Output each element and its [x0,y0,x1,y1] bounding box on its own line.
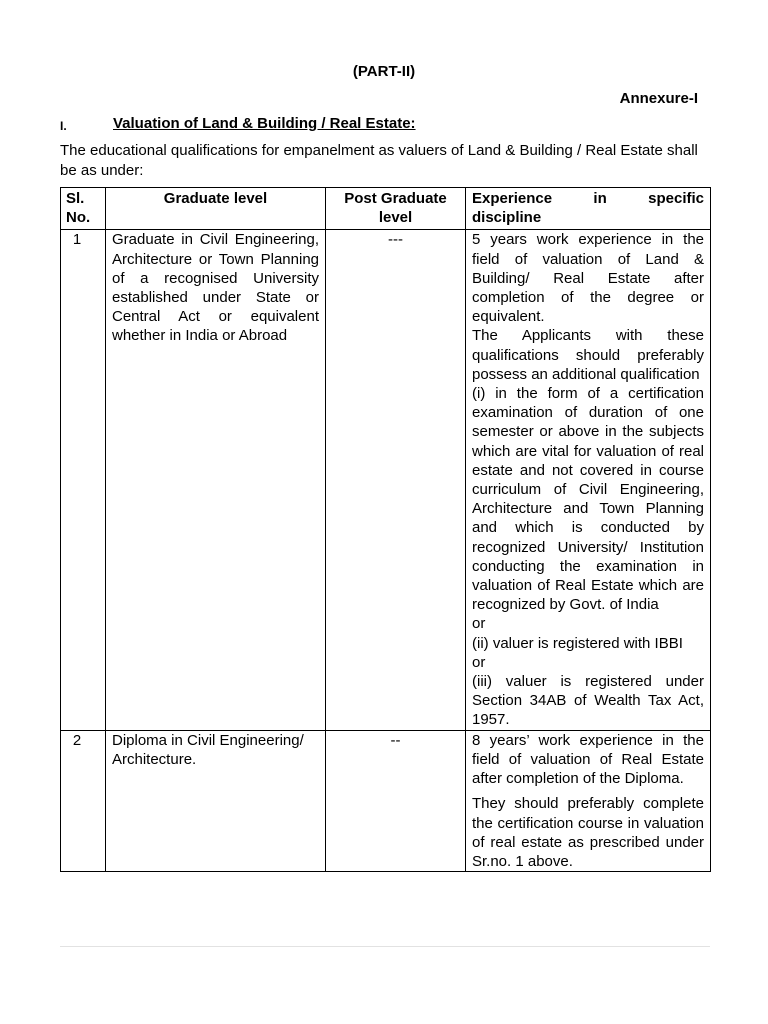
part-heading: (PART-II) [352,63,416,80]
header-experience-line1: Experience in specific [472,190,704,207]
row-graduate-level: Diploma in Civil Engineering/ Architecture. [106,730,326,871]
row-experience [466,230,711,730]
experience-line: or [472,653,486,671]
header-sl-no: Sl. No. [61,188,106,230]
row-experience [466,730,711,871]
header-experience-line2: discipline [472,209,542,227]
page-footer-divider [60,946,710,947]
section-number: I. [60,119,67,133]
experience-paragraph: They should preferably complete the certification course in valuation of real estate as prescribed under Sr.no. 1 above. [472,795,704,870]
experience-line: 5 years work experience in the field of valuation of Land & Building/ Real Estate after completion of the degree or equivalent. [472,231,704,326]
experience-line: The Applicants with these qualifications should preferably possess an additional qualification [472,327,704,383]
row-sl-no: 2 [61,730,106,871]
row-post-graduate-level: -- [326,730,466,871]
intro-paragraph: The educational qualifications for empanelment as valuers of Land & Building / Real Estate shall be as under: [60,142,698,179]
experience-line: or [472,615,486,633]
qualifications-table [60,187,711,872]
experience-line: (ii) valuer is registered with IBBI [472,634,683,652]
section-title: Valuation of Land & Building / Real Estate: [113,115,416,132]
experience-paragraph: 8 years’ work experience in the field of valuation of Real Estate after completion of the Diploma. [472,731,704,788]
table-row [61,230,711,730]
row-graduate-level: Graduate in Civil Engineering, Architecture or Town Planning of a recognised University established under State or Central Act or equivalent whether in India or Abroad [106,230,326,730]
annexure-label: Annexure-I [619,90,698,107]
row-post-graduate-level: --- [326,230,466,730]
header-post-graduate-level: Post Graduate level [326,188,466,230]
experience-line: (i) in the form of a certification examination of duration of one semester or above in the subjects which are vital for valuation of real estate and not covered in course curriculum of Civil Engineering, Architecture and Town Planning and which is conducted by recognized University/ Institution conducting the examination in valuation of Real Estate which are recognized by Govt. of India [472,385,704,614]
table-header-row [61,188,711,230]
experience-line: (iii) valuer is registered under Section 34AB of Wealth Tax Act, 1957. [472,673,704,729]
table-row [61,730,711,871]
row-sl-no: 1 [61,230,106,730]
header-graduate-level: Graduate level [106,188,326,230]
header-experience [466,188,711,230]
